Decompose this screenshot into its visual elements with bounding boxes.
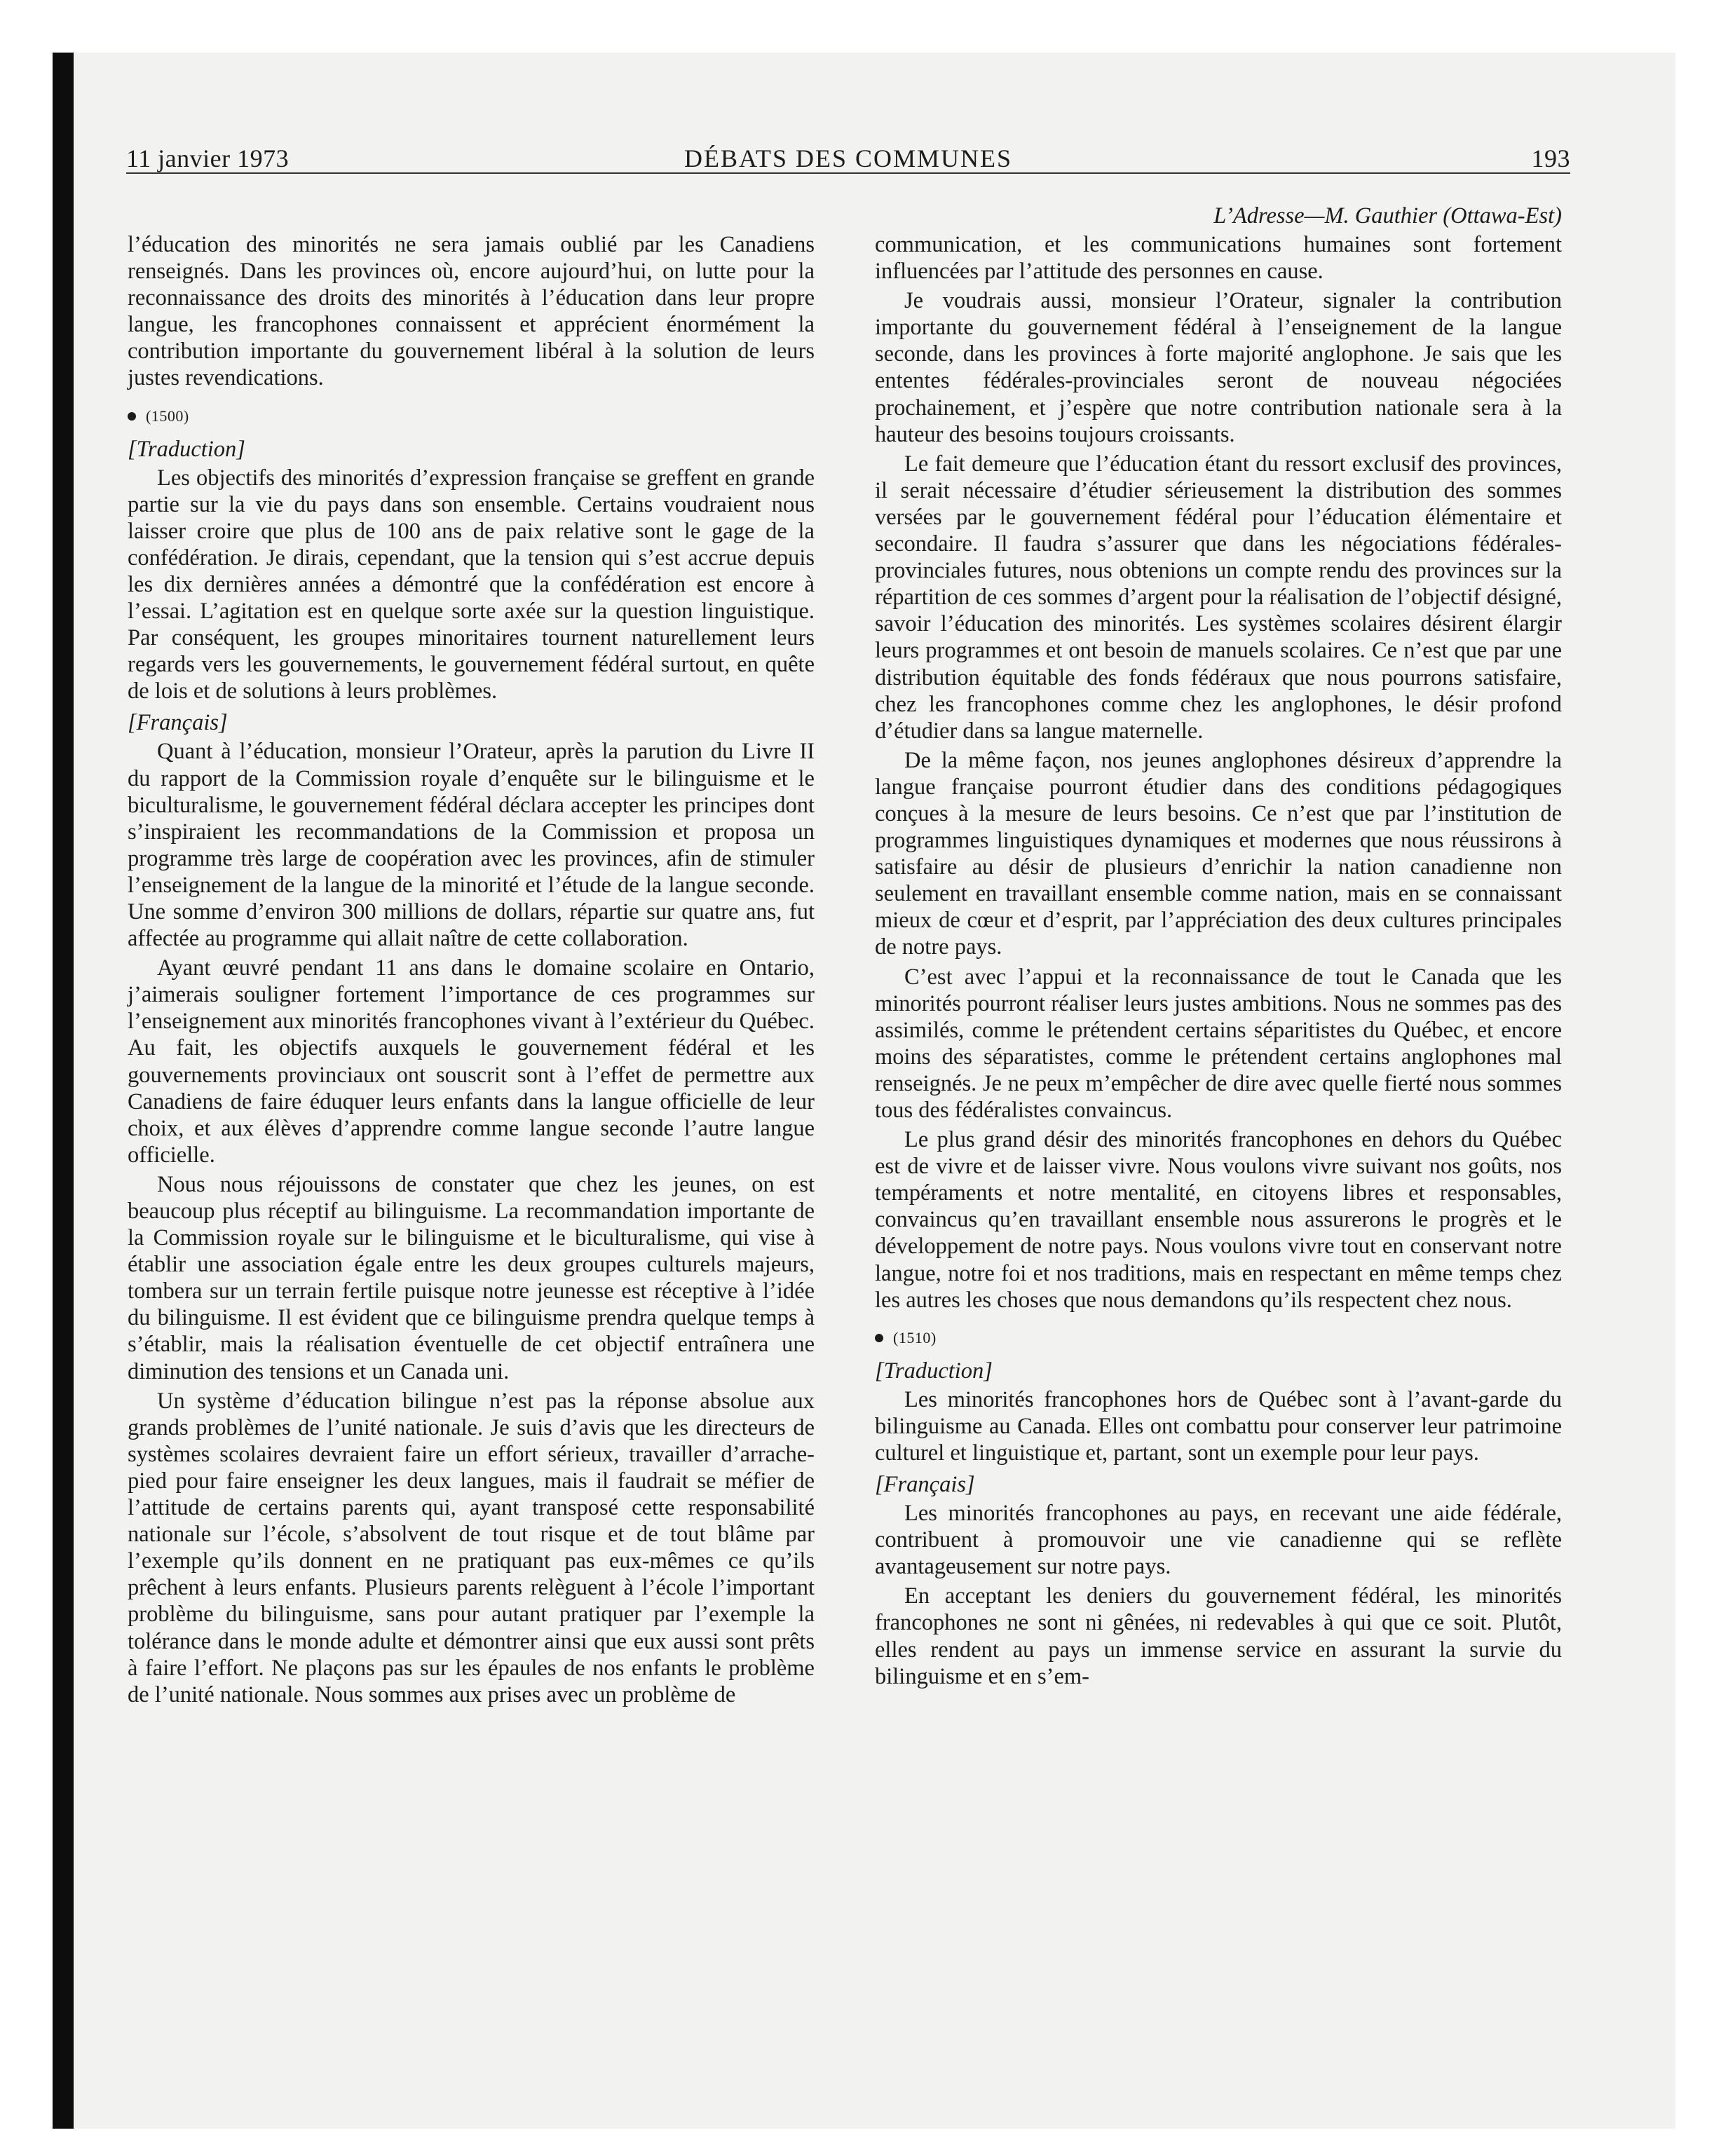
time-marker-label: (1510): [893, 1328, 937, 1346]
paragraph: Le fait demeure que l’éducation étant du ressort exclusif des provinces, il serait nécessaire d’étudier sérieusement la distribution des sommes versées par le gouvernement fédéral pour l’éducation élémentaire et secondaire. Il faudra s’assurer que dans les négociations fédérales-provinciales futures, nous obtenions un compte rendu des provinces sur la répartition de ces sommes d’argent pour la réalisation de l’objectif désigné, savoir l’éducation des minorités. Les systèmes scolaires désirent élargir leurs programmes et ont besoin de manuels scolaires. Ce n’est que par une distribution équitable des fonds fédéraux que nous pourrons satisfaire, chez les francophones comme chez les anglophones, le désir profond d’étudier dans sa langue maternelle.: [875, 451, 1562, 744]
scan-binding-edge: [53, 53, 74, 2129]
left-column: [128, 231, 815, 1708]
scan-margin-top: [53, 0, 1735, 53]
bullet-icon: [128, 412, 136, 421]
time-marker-label: (1500): [146, 407, 189, 425]
scan-margin-bottom: [53, 2129, 1735, 2156]
paragraph: De la même façon, nos jeunes anglophones désireux d’apprendre la langue française pourront étudier dans des conditions pédagogiques conçues à la mesure de leurs besoins. Ce n’est que par l’institution de programmes linguistiques dynamiques et modernes que nous réussirons à satisfaire au désir de plusieurs d’enrichir la nation canadienne non seulement en travaillant ensemble comme nation, mais en se connaissant mieux de cœur et d’esprit, par l’appréciation des deux cultures principales de notre pays.: [875, 747, 1562, 960]
paragraph: Je voudrais aussi, monsieur l’Orateur, signaler la contribution importante du gouvernement fédéral à l’enseignement de la langue seconde, dans les provinces à forte majorité anglophone. Je sais que les ententes fédérales-provinciales seront de nouveau négociées prochainement, et j’espère que notre contribution nationale sera à la hauteur des besoins toujours croissants.: [875, 288, 1562, 447]
language-tag: [Traduction]: [875, 1358, 993, 1384]
paragraph: Quant à l’éducation, monsieur l’Orateur, après la parution du Livre II du rapport de la Commission royale d’enquête sur le bilinguisme et le biculturalisme, le gouvernement fédéral déclara accepter les principes dont s’inspiraient les recommandations de la Commission et proposa un programme très large de coopération avec les provinces, afin de stimuler l’enseignement de la langue de la minorité et l’étude de la langue seconde. Une somme d’environ 300 millions de dollars, répartie sur quatre ans, fut affectée au programme qui allait naître de cette collaboration.: [128, 739, 815, 952]
paragraph: Nous nous réjouissons de constater que chez les jeunes, on est beaucoup plus réceptif au bilinguisme. La recommandation importante de la Commission royale sur le bilinguisme et le biculturalisme, qui vise à établir une association égale entre les deux groupes culturels majeurs, tombera sur un terrain fertile puisque notre jeunesse est réceptive à l’idée du bilinguisme. Il est évident que ce bilinguisme prendra quelque temps à s’établir, mais la réalisation éventuelle de cet objectif entraînera une diminution des tensions et un Canada uni.: [128, 1171, 815, 1384]
page-number: 193: [1531, 144, 1570, 172]
time-marker: [875, 1326, 1562, 1350]
paragraph: Les objectifs des minorités d’expression française se greffent en grande partie sur la vie du pays dans son ensemble. Certains voudraient nous laisser croire que plus de 100 ans de paix relative sont le gage de la confédération. Je dirais, cependant, que la tension qui s’est accrue depuis les dix dernières années a démontré que la confédération est encore à l’essai. L’agitation est en quelque sorte axée sur la question linguistique. Par conséquent, les groupes minoritaires tournent naturellement leurs regards vers les gouvernements, le gouvernement fédéral surtout, en quête de lois et de solutions à leurs problèmes.: [128, 465, 815, 704]
running-header: [126, 142, 1570, 175]
header-rule: [126, 172, 1570, 174]
speaker-heading: L’Adresse—M. Gauthier (Ottawa-Est): [1213, 203, 1562, 228]
paragraph: Les minorités francophones hors de Québec sont à l’avant-garde du bilinguisme au Canada. Elles ont combattu pour conserver leur patrimoine culturel et linguistique et, partant, sont un exemple pour leur pays.: [875, 1386, 1562, 1466]
right-column: [875, 202, 1562, 1690]
paragraph: Les minorités francophones au pays, en recevant une aide fédérale, contribuent à promouvoir une vie canadienne qui se reflète avantageusement sur notre pays.: [875, 1501, 1562, 1580]
time-marker: [128, 404, 815, 428]
scan-margin-left: [0, 0, 53, 2156]
paragraph: communication, et les communications humaines sont fortement influencées par l’attitude des personnes en cause.: [875, 232, 1562, 285]
paragraph: C’est avec l’appui et la reconnaissance de tout le Canada que les minorités pourront réaliser leurs justes ambitions. Nous ne sommes pas des assimilés, comme le prétendent certains séparitistes du Québec, et encore moins des séparatistes, comme le prétendent certains anglophones mal renseignés. Je ne peux m’empêcher de dire avec quelle fierté nous sommes tous des fédéralistes convaincus.: [875, 964, 1562, 1123]
bullet-icon: [875, 1334, 883, 1342]
language-tag: [Traduction]: [128, 436, 245, 462]
paragraph: Le plus grand désir des minorités francophones en dehors du Québec est de vivre et de laisser vivre. Nous voulons vivre suivant nos goûts, nos tempéraments et notre mentalité, en citoyens libres et responsables, convaincus qu’en travaillant ensemble nous assurerons le progrès et le développement de notre pays. Nous voulons vivre tout en conservant notre langue, notre foi et nos traditions, mais en respectant en même temps chez les autres les choses que nous demandons qu’ils respectent chez nous.: [875, 1127, 1562, 1313]
language-tag: [Français]: [128, 710, 228, 736]
language-tag: [Français]: [875, 1472, 975, 1498]
paragraph: Un système d’éducation bilingue n’est pas la réponse absolue aux grands problèmes de l’unité nationale. Je suis d’avis que les directeurs de systèmes scolaires devraient faire un effort sérieux, travailler d’arrache-pied pour faire enseigner les deux langues, mais il faudrait se méfier de l’attitude de certains parents qui, ayant transposé cette responsabilité nationale sur l’école, s’absolvent de tout risque et de tout blâme par l’exemple qu’ils donnent en ne pratiquant pas eux-mêmes ce qu’ils prêchent à leurs enfants. Plusieurs parents relèguent à l’école l’important problème du bilinguisme, sans pour autant pratiquer par l’exemple la tolérance dans le monde adulte et démontrer ainsi que eux aussi sont prêts à faire l’effort. Ne plaçons pas sur les épaules de nos enfants le problème de l’unité nationale. Nous sommes aux prises avec un problème de: [128, 1388, 815, 1707]
paragraph: En acceptant les deniers du gouvernement fédéral, les minorités francophones ne sont ni gênées, ni redevables à qui que ce soit. Plutôt, elles rendent au pays un immense service en assurant la survie du bilinguisme et en s’em-: [875, 1583, 1562, 1689]
paragraph: Ayant œuvré pendant 11 ans dans le domaine scolaire en Ontario, j’aimerais souligner fortement l’importance de ces programmes sur l’enseignement aux minorités francophones vivant à l’extérieur du Québec. Au fait, les objectifs auxquels le gouvernement fédéral et les gouvernements provinciaux ont souscrit sont à l’effet de permettre aux Canadiens de faire éduquer leurs enfants dans la langue officielle de leur choix, et aux élèves d’apprendre comme langue seconde l’autre langue officielle.: [128, 955, 815, 1168]
paragraph: l’éducation des minorités ne sera jamais oublié par les Canadiens renseignés. Dans les provinces où, encore aujourd’hui, on lutte pour la reconnaissance des droits des minorités à l’éducation dans leur propre langue, les francophones connaissent et apprécient énormément la contribution importante du gouvernement libéral à la solution de leurs justes revendications.: [128, 232, 815, 391]
header-date: 11 janvier 1973: [126, 144, 290, 172]
publication-title: DÉBATS DES COMMUNES: [683, 144, 1013, 172]
